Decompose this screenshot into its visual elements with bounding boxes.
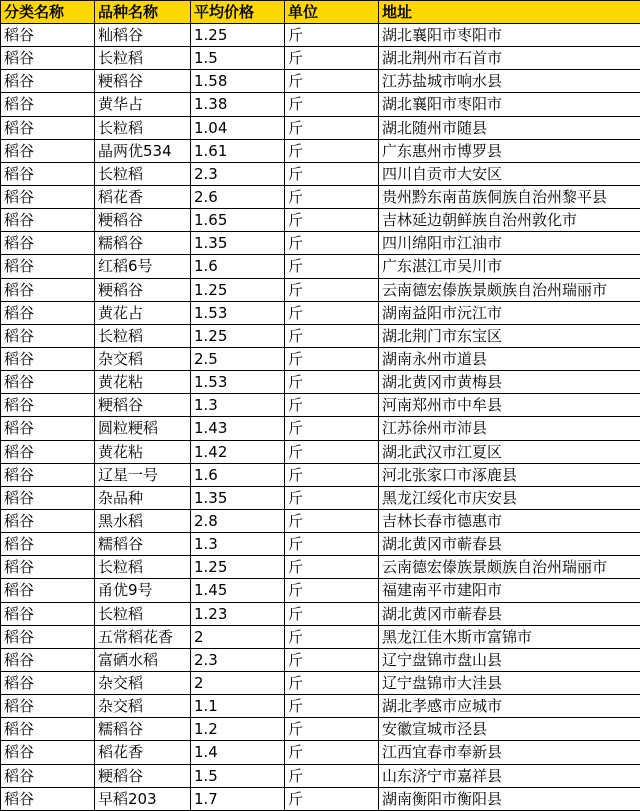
cell-avg-price: 1.5 (191, 47, 285, 70)
cell-address: 辽宁盘锦市盘山县 (379, 648, 640, 671)
cell-variety: 粳稻谷 (95, 764, 191, 787)
header-row (1, 1, 640, 24)
cell-address: 湖南益阳市沅江市 (379, 301, 640, 324)
cell-avg-price: 2.3 (191, 648, 285, 671)
cell-avg-price: 2 (191, 671, 285, 694)
cell-unit: 斤 (285, 417, 379, 440)
table-row (1, 625, 640, 648)
cell-variety: 长粒稻 (95, 162, 191, 185)
table-row (1, 185, 640, 208)
cell-variety: 杂交稻 (95, 695, 191, 718)
cell-address: 江苏徐州市沛县 (379, 417, 640, 440)
cell-category: 稻谷 (1, 602, 95, 625)
cell-address: 四川绵阳市江油市 (379, 232, 640, 255)
cell-address: 黑龙江佳木斯市富锦市 (379, 625, 640, 648)
cell-unit: 斤 (285, 602, 379, 625)
cell-category: 稻谷 (1, 764, 95, 787)
cell-avg-price: 1.53 (191, 371, 285, 394)
cell-category: 稻谷 (1, 671, 95, 694)
table-row (1, 695, 640, 718)
cell-unit: 斤 (285, 301, 379, 324)
table-row (1, 556, 640, 579)
cell-address: 贵州黔东南苗族侗族自治州黎平县 (379, 185, 640, 208)
table-row (1, 579, 640, 602)
cell-category: 稻谷 (1, 625, 95, 648)
cell-avg-price: 1.65 (191, 209, 285, 232)
cell-category: 稻谷 (1, 116, 95, 139)
cell-category: 稻谷 (1, 463, 95, 486)
cell-variety: 甬优9号 (95, 579, 191, 602)
cell-address: 湖北荆门市东宝区 (379, 324, 640, 347)
cell-avg-price: 1.53 (191, 301, 285, 324)
cell-unit: 斤 (285, 139, 379, 162)
cell-unit: 斤 (285, 70, 379, 93)
cell-category: 稻谷 (1, 486, 95, 509)
table-row (1, 162, 640, 185)
table-row (1, 47, 640, 70)
header-avg-price: 平均价格 (191, 1, 285, 24)
header-category: 分类名称 (1, 1, 95, 24)
cell-variety: 糯稻谷 (95, 718, 191, 741)
header-address: 地址 (379, 1, 640, 24)
cell-unit: 斤 (285, 24, 379, 47)
cell-address: 福建南平市建阳市 (379, 579, 640, 602)
cell-category: 稻谷 (1, 278, 95, 301)
cell-category: 稻谷 (1, 255, 95, 278)
cell-unit: 斤 (285, 278, 379, 301)
cell-avg-price: 1.42 (191, 440, 285, 463)
cell-avg-price: 1.61 (191, 139, 285, 162)
cell-address: 吉林长春市德惠市 (379, 509, 640, 532)
cell-unit: 斤 (285, 93, 379, 116)
table-row (1, 533, 640, 556)
table-row (1, 24, 640, 47)
cell-variety: 黄花占 (95, 301, 191, 324)
cell-category: 稻谷 (1, 70, 95, 93)
cell-variety: 粳稻谷 (95, 70, 191, 93)
cell-category: 稻谷 (1, 440, 95, 463)
cell-variety: 长粒稻 (95, 556, 191, 579)
table-row (1, 347, 640, 370)
table-row (1, 139, 640, 162)
cell-avg-price: 1.35 (191, 486, 285, 509)
cell-avg-price: 2.5 (191, 347, 285, 370)
cell-unit: 斤 (285, 764, 379, 787)
table-row (1, 509, 640, 532)
cell-avg-price: 1.45 (191, 579, 285, 602)
cell-address: 湖南永州市道县 (379, 347, 640, 370)
cell-address: 辽宁盘锦市大洼县 (379, 671, 640, 694)
cell-category: 稻谷 (1, 509, 95, 532)
cell-category: 稻谷 (1, 301, 95, 324)
table-row (1, 440, 640, 463)
cell-category: 稻谷 (1, 533, 95, 556)
cell-variety: 黄华占 (95, 93, 191, 116)
cell-avg-price: 1.38 (191, 93, 285, 116)
cell-address: 山东济宁市嘉祥县 (379, 764, 640, 787)
table-row (1, 671, 640, 694)
cell-address: 湖北武汉市江夏区 (379, 440, 640, 463)
table-row (1, 648, 640, 671)
cell-category: 稻谷 (1, 787, 95, 810)
cell-avg-price: 1.23 (191, 602, 285, 625)
cell-address: 湖北黄冈市蕲春县 (379, 602, 640, 625)
cell-variety: 粳稻谷 (95, 394, 191, 417)
cell-variety: 黄花粘 (95, 440, 191, 463)
cell-variety: 长粒稻 (95, 116, 191, 139)
cell-variety: 杂交稻 (95, 347, 191, 370)
table-row (1, 417, 640, 440)
cell-unit: 斤 (285, 394, 379, 417)
cell-unit: 斤 (285, 625, 379, 648)
cell-unit: 斤 (285, 324, 379, 347)
table-row (1, 209, 640, 232)
cell-variety: 黄花粘 (95, 371, 191, 394)
cell-avg-price: 1.5 (191, 764, 285, 787)
cell-address: 湖北随州市随县 (379, 116, 640, 139)
cell-avg-price: 1.25 (191, 556, 285, 579)
table-row (1, 764, 640, 787)
cell-unit: 斤 (285, 116, 379, 139)
cell-avg-price: 1.58 (191, 70, 285, 93)
cell-address: 安徽宣城市泾县 (379, 718, 640, 741)
cell-address: 河北张家口市涿鹿县 (379, 463, 640, 486)
cell-unit: 斤 (285, 185, 379, 208)
cell-category: 稻谷 (1, 24, 95, 47)
table-row (1, 255, 640, 278)
table-row (1, 232, 640, 255)
cell-address: 江苏盐城市响水县 (379, 70, 640, 93)
table-row (1, 278, 640, 301)
cell-address: 湖北黄冈市蕲春县 (379, 533, 640, 556)
table-row (1, 486, 640, 509)
cell-variety: 稻花香 (95, 741, 191, 764)
table-row (1, 394, 640, 417)
cell-address: 湖南衡阳市衡阳县 (379, 787, 640, 810)
cell-unit: 斤 (285, 787, 379, 810)
cell-category: 稻谷 (1, 394, 95, 417)
cell-unit: 斤 (285, 162, 379, 185)
table-row (1, 463, 640, 486)
table-row (1, 324, 640, 347)
cell-variety: 红稻6号 (95, 255, 191, 278)
cell-unit: 斤 (285, 47, 379, 70)
cell-address: 江西宜春市奉新县 (379, 741, 640, 764)
cell-variety: 黑水稻 (95, 509, 191, 532)
cell-variety: 糯稻谷 (95, 232, 191, 255)
cell-avg-price: 1.6 (191, 255, 285, 278)
table-row (1, 741, 640, 764)
cell-avg-price: 2.3 (191, 162, 285, 185)
cell-unit: 斤 (285, 556, 379, 579)
cell-variety: 长粒稻 (95, 324, 191, 347)
cell-variety: 杂品种 (95, 486, 191, 509)
cell-unit: 斤 (285, 463, 379, 486)
cell-category: 稻谷 (1, 139, 95, 162)
cell-category: 稻谷 (1, 648, 95, 671)
cell-category: 稻谷 (1, 579, 95, 602)
cell-avg-price: 2.8 (191, 509, 285, 532)
cell-variety: 杂交稻 (95, 671, 191, 694)
cell-avg-price: 1.1 (191, 695, 285, 718)
header-unit: 单位 (285, 1, 379, 24)
cell-avg-price: 1.25 (191, 324, 285, 347)
cell-unit: 斤 (285, 232, 379, 255)
cell-unit: 斤 (285, 533, 379, 556)
cell-avg-price: 1.35 (191, 232, 285, 255)
cell-variety: 五常稻花香 (95, 625, 191, 648)
cell-address: 湖北荆州市石首市 (379, 47, 640, 70)
cell-category: 稻谷 (1, 47, 95, 70)
cell-address: 湖北襄阳市枣阳市 (379, 24, 640, 47)
cell-variety: 早稻203 (95, 787, 191, 810)
cell-category: 稻谷 (1, 162, 95, 185)
cell-unit: 斤 (285, 671, 379, 694)
cell-category: 稻谷 (1, 185, 95, 208)
cell-variety: 粳稻谷 (95, 278, 191, 301)
cell-address: 吉林延边朝鲜族自治州敦化市 (379, 209, 640, 232)
table-row (1, 93, 640, 116)
table-row (1, 301, 640, 324)
cell-variety: 晶两优534 (95, 139, 191, 162)
cell-address: 云南德宏傣族景颇族自治州瑞丽市 (379, 278, 640, 301)
cell-avg-price: 1.25 (191, 278, 285, 301)
table-row (1, 70, 640, 93)
cell-avg-price: 2 (191, 625, 285, 648)
cell-variety: 糯稻谷 (95, 533, 191, 556)
cell-variety: 富硒水稻 (95, 648, 191, 671)
cell-unit: 斤 (285, 486, 379, 509)
cell-unit: 斤 (285, 255, 379, 278)
cell-avg-price: 1.43 (191, 417, 285, 440)
table-row (1, 116, 640, 139)
cell-unit: 斤 (285, 209, 379, 232)
cell-unit: 斤 (285, 695, 379, 718)
cell-category: 稻谷 (1, 209, 95, 232)
table-row (1, 602, 640, 625)
cell-category: 稻谷 (1, 741, 95, 764)
table-row (1, 371, 640, 394)
cell-avg-price: 1.7 (191, 787, 285, 810)
cell-unit: 斤 (285, 718, 379, 741)
cell-address: 广东湛江市吴川市 (379, 255, 640, 278)
cell-address: 河南郑州市中牟县 (379, 394, 640, 417)
cell-unit: 斤 (285, 579, 379, 602)
cell-category: 稻谷 (1, 232, 95, 255)
cell-category: 稻谷 (1, 417, 95, 440)
cell-unit: 斤 (285, 741, 379, 764)
cell-address: 湖北襄阳市枣阳市 (379, 93, 640, 116)
cell-category: 稻谷 (1, 695, 95, 718)
cell-avg-price: 1.3 (191, 533, 285, 556)
cell-avg-price: 1.2 (191, 718, 285, 741)
cell-address: 广东惠州市博罗县 (379, 139, 640, 162)
cell-category: 稻谷 (1, 324, 95, 347)
cell-category: 稻谷 (1, 371, 95, 394)
cell-address: 湖北黄冈市黄梅县 (379, 371, 640, 394)
header-variety: 品种名称 (95, 1, 191, 24)
cell-avg-price: 1.3 (191, 394, 285, 417)
cell-avg-price: 2.6 (191, 185, 285, 208)
cell-avg-price: 1.25 (191, 24, 285, 47)
cell-unit: 斤 (285, 371, 379, 394)
cell-address: 云南德宏傣族景颇族自治州瑞丽市 (379, 556, 640, 579)
cell-unit: 斤 (285, 440, 379, 463)
cell-address: 四川自贡市大安区 (379, 162, 640, 185)
table-row (1, 787, 640, 810)
cell-unit: 斤 (285, 509, 379, 532)
cell-unit: 斤 (285, 347, 379, 370)
cell-category: 稻谷 (1, 556, 95, 579)
cell-variety: 长粒稻 (95, 602, 191, 625)
cell-category: 稻谷 (1, 347, 95, 370)
cell-category: 稻谷 (1, 718, 95, 741)
cell-variety: 长粒稻 (95, 47, 191, 70)
cell-variety: 辽星一号 (95, 463, 191, 486)
cell-variety: 圆粒粳稻 (95, 417, 191, 440)
cell-address: 黑龙江绥化市庆安县 (379, 486, 640, 509)
table-row (1, 718, 640, 741)
cell-variety: 稻花香 (95, 185, 191, 208)
cell-address: 湖北孝感市应城市 (379, 695, 640, 718)
cell-avg-price: 1.4 (191, 741, 285, 764)
cell-variety: 籼稻谷 (95, 24, 191, 47)
cell-avg-price: 1.6 (191, 463, 285, 486)
cell-unit: 斤 (285, 648, 379, 671)
cell-category: 稻谷 (1, 93, 95, 116)
cell-variety: 粳稻谷 (95, 209, 191, 232)
cell-avg-price: 1.04 (191, 116, 285, 139)
